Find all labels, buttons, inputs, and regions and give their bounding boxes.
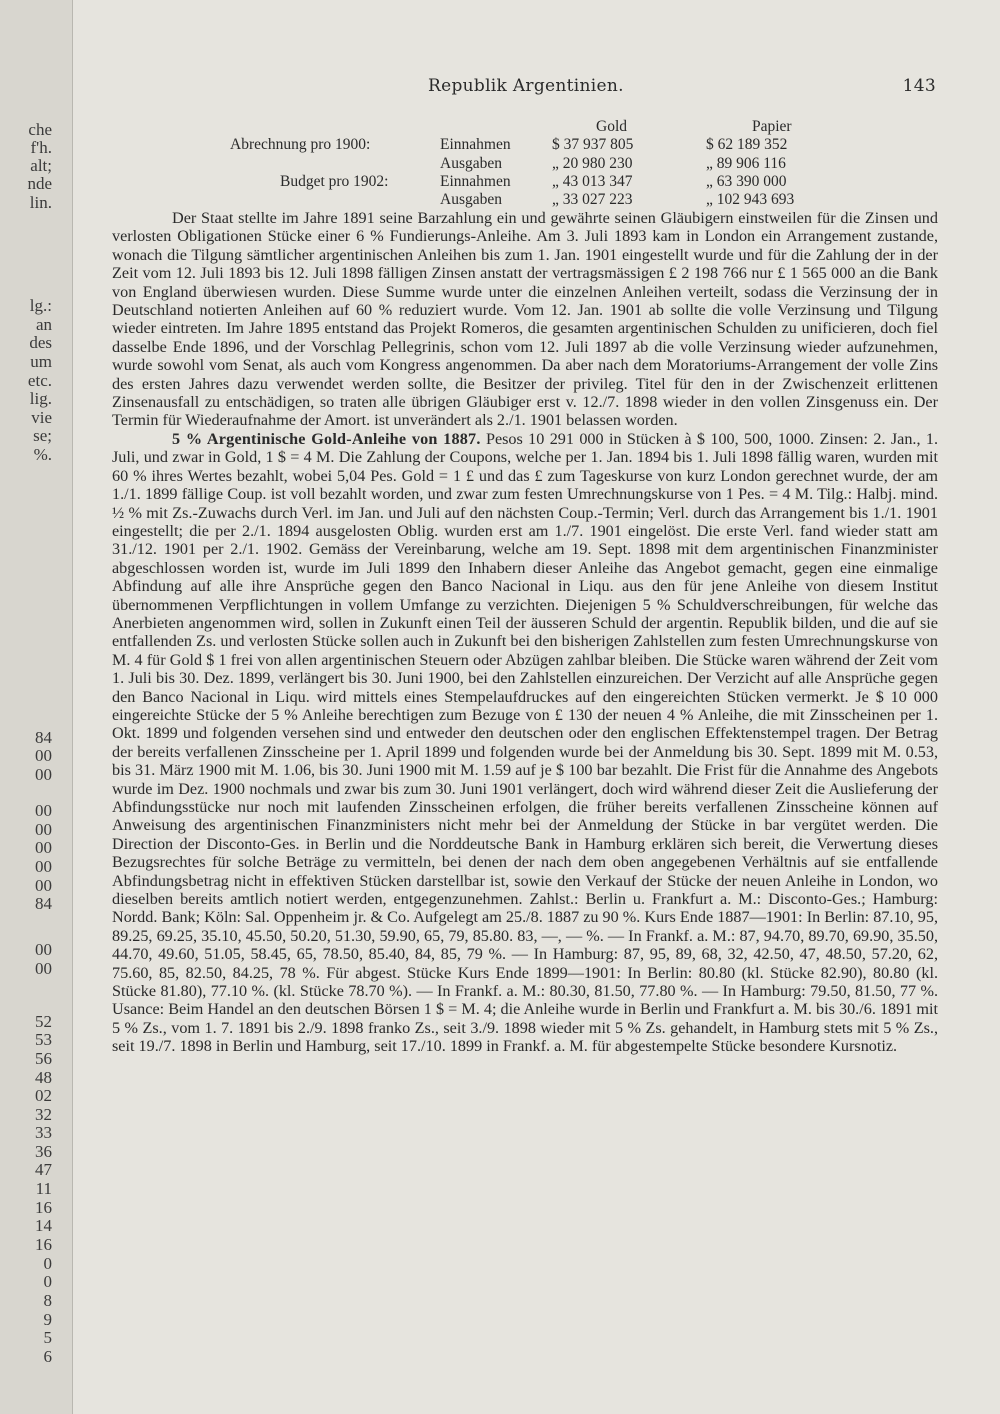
body-text: [112, 209, 938, 1056]
margin-fragment: 56: [35, 1049, 52, 1068]
margin-fragment: %.: [33, 445, 52, 464]
margin-fragment: 0: [43, 1272, 52, 1291]
margin-fragment: 00: [35, 746, 52, 765]
margin-fragment: 6: [43, 1347, 52, 1366]
margin-fragment: 00: [35, 801, 52, 820]
margin-fragment: 00: [35, 820, 52, 839]
margin-fragment: 53: [35, 1030, 52, 1049]
margin-fragment: 84: [35, 894, 52, 913]
row-gold: „ 43 013 347: [552, 173, 633, 190]
row-gold: $ 37 937 805: [552, 136, 634, 153]
row-item: Ausgaben: [440, 155, 502, 172]
margin-fragment: 00: [35, 857, 52, 876]
margin-fragment: 5: [43, 1328, 52, 1347]
margin-fragment: vie: [31, 408, 52, 427]
margin-fragment: 48: [35, 1068, 52, 1087]
row-item: Ausgaben: [440, 191, 502, 208]
paragraph-text: Pesos 10 291 000 in Stücken à $ 100, 500, 1000. Zinsen: 2. Jan., 1. Juli, und zwar in Gold, 1 $ = 4 M. Die Zahlung der Coupons, welche per 1. Jan. 1894 bis 1. Juli 1898 fällig waren, wurden mit 60 % ihres Wertes bezahlt, wobei 5,04 Pes. Gold = 1 £ und das £ zum Tageskurse von kurz London gerechnet wurde, der am 1./1. 1899 fällige Coup. ist voll bezahlt worden, und zwar zum festen Umrechnungskurse von 1 Pes. = 4 M. Tilg.: Halbj. mind. ½ % mit Zs.-Zuwachs durch Verl. im Jan. und Juli auf den nächsten Coup.-Termin; Verl. durch das Arrangement bis 1./1. 1901 eingestellt; die per 2./1. 1894 ausgelosten Oblig. wurden erst am 1./7. 1901 eingelöst. Die erste Verl. fand wieder statt am 31./12. 1901 per 2./1. 1902. Gemäss der Vereinbarung, welche am 19. Sept. 1898 mit dem argentinischen Finanzminister abgeschlossen worden ist, wurde im Juli 1899 den Inhabern dieser Anleihe das Angebot gemacht, gegen eine einmalige Abfindung auf alle ihre Ansprüche gegen den Banco Nacional in Liqu. aus den für jene Anleihe von diesem Institut übernommenen Verpflichtungen in vollem Umfange zu verzichten. Diejenigen 5 % Schuldverschreibungen, für welche das Anerbieten angenommen wird, sollen in Zukunft einen Teil der äusseren Schuld der argentin. Republik bilden, und die auf sie entfallenden Zs. und verlosten Stücke sollen auch in Zukunft bei den bisherigen Zahlstellen zum festen Umrechnungskurse von M. 4 für Gold $ 1 frei von allen argentinischen Steuern oder Abzügen zahlbar bleiben. Die Stücke waren während der Zeit vom 1. Juli bis 30. Dez. 1899, verlängert bis 30. Juni 1900, bei den Zahlstellen einzureichen. Der Verzicht auf alle Ansprüche gegen den Banco Nacional in Liqu. wird mittels eines Stempelaufdruckes auf den eingereichten Stücken vermerkt. Je $ 10 000 eingereichte Stücke der 5 % Anleihe berechtigen zum Bezuge von £ 130 der neuen 4 % Anleihe, die mit Zinsscheinen per 1. Okt. 1899 und folgenden versehen sind und entweder den deutschen oder den englischen Effektenstempel tragen. Der Betrag der bereits verfallenen Zinsscheine per 1. April 1899 und folgenden wurde bei der Anmeldung bis 30. Sept. 1899 mit M. 0.53, bis 31. März 1900 mit M. 1.06, bis 30. Juni 1900 mit M. 1.59 auf je $ 100 bar bezahlt. Die Frist für die Annahme des Angebots wurde im Dez. 1900 nochmals und zwar bis zum 30. Juni 1901 verlängert, doch wird während dieser Zeit die Auslieferung der Abfindungsstücke nur noch mit laufenden Zinsscheinen erfolgen, die früher bereits verfallenen Zinsscheine können auf Anweisung des argentinischen Finanzministers nicht mehr bei der Anmeldung der Stücke in bar vergütet werden. Die Direction der Disconto-Ges. in Berlin und die Norddeutsche Bank in Hamburg erklären sich bereit, die Verwertung dieses Bezugsrechtes für solche Beträge zu vermitteln, bei denen der nach dem oben angegebenen Verhältnis auf sie entfallende Abfindungsbetrag nicht in effektiven Stücken darstellbar ist, sowie den Verkauf der Stücke der neuen Anleihe in London, wo dieselben bereits amtlich notiert werden, entgegenzunehmen. Zahlst.: Berlin u. Frankfurt a. M.: Disconto-Ges.; Hamburg: Nordd. Bank; Köln: Sal. Oppenheim jr. & Co. Aufgelegt am 25./8. 1887 zu 90 %. Kurs Ende 1887—1901: In Berlin: 87.10, 95, 89.25, 69.25, 35.10, 45.50, 50.20, 51.30, 59.90, 65, 79, 85.80. 83, —, — %. — In Frankf. a. M.: 87, 94.70, 89.70, 69.90, 35.50, 44.70, 49.60, 51.05, 58.45, 65, 78.50, 85.40, 84, 85, 79 %. — In Hamburg: 87, 95, 89, 68, 32, 42.50, 47, 48.50, 57.20, 62, 75.60, 85, 82.50, 84.25, 78 %. Für abgest. Stücke Kurs Ende 1899—1901: In Berlin: 80.80 (kl. Stücke 82.90), 80.80 (kl. Stücke 81.80), 77.10 %. (kl. Stücke 78.70 %). — In Frankf. a. M.: 80.30, 81.50, 77.80 %. — In Hamburg: 79.50, 81.50, 77 %. Usance: Beim Handel an den deutschen Börsen 1 $ = M. 4; die Anleihe wurde in Berlin und Frankfurt a. M. bis 30./6. 1891 mit 5 % Zs., vom 1. 7. 1891 bis 2./9. 1898 franko Zs., seit 3./9. 1898 wieder mit 5 % Zs. gehandelt, in Hamburg stets mit 5 % Zs., seit 19./7. 1898 in Berlin und Hamburg, seit 17./10. 1899 in Frankf. a. M. für abgestempelte Stücke besondere Kursnotiz.: [112, 429, 938, 1056]
paragraph-gold-loan-1887: [112, 430, 938, 1056]
row-gold: „ 20 980 230: [552, 155, 633, 172]
margin-fragment: alt;: [30, 156, 52, 175]
margin-fragment: um: [30, 352, 52, 371]
row-label: Abrechnung pro 1900:: [230, 136, 371, 153]
margin-fragment: f'h.: [30, 138, 52, 157]
margin-fragment: 8: [43, 1291, 52, 1310]
margin-fragment: 00: [35, 838, 52, 857]
margin-fragment: se;: [33, 426, 52, 445]
margin-fragment: che: [28, 120, 52, 139]
page-number: 143: [902, 76, 936, 96]
header-gold: Gold: [596, 118, 627, 135]
page: [106, 60, 940, 1400]
margin-fragment: 84: [35, 728, 52, 747]
margin-fragment: 16: [35, 1235, 52, 1254]
margin-fragment: 02: [35, 1086, 52, 1105]
header-papier: Papier: [752, 118, 792, 135]
margin-fragment: 33: [35, 1123, 52, 1142]
row-gold: „ 33 027 223: [552, 191, 633, 208]
margin-fragment: 36: [35, 1142, 52, 1161]
row-label: Budget pro 1902:: [280, 173, 389, 190]
margin-fragment: etc.: [27, 371, 52, 390]
margin-fragment: 00: [35, 940, 52, 959]
margin-fragment: 32: [35, 1105, 52, 1124]
left-page-margin-fragments: [0, 0, 73, 1414]
margin-fragment: des: [29, 333, 52, 352]
margin-fragment: 00: [35, 765, 52, 784]
margin-fragment: 47: [35, 1160, 52, 1179]
margin-fragment: lin.: [29, 193, 52, 212]
section-heading: 5 % Argentinische Gold-Anleihe von 1887.: [172, 429, 481, 448]
margin-fragment: 00: [35, 959, 52, 978]
running-head: [106, 76, 940, 100]
margin-fragment: 0: [43, 1254, 52, 1273]
row-papier: „ 63 390 000: [706, 173, 787, 190]
margin-fragment: 11: [35, 1179, 52, 1198]
margin-fragment: lig.: [29, 389, 52, 408]
running-head-title: Republik Argentinien.: [428, 76, 624, 96]
margin-fragment: 52: [35, 1012, 52, 1031]
margin-fragment: lg.:: [29, 296, 52, 315]
margin-fragment: 00: [35, 876, 52, 895]
margin-fragment: 9: [43, 1310, 52, 1329]
row-item: Einnahmen: [440, 173, 511, 190]
row-item: Einnahmen: [440, 136, 511, 153]
row-papier: „ 89 906 116: [706, 155, 786, 172]
paragraph-moratorium: Der Staat stellte im Jahre 1891 seine Barzahlung ein und gewährte seinen Gläubigern einstweilen für die Zinsen und verlosten Obligationen Stücke einer 6 % Fundierungs-Anleihe. Am 3. Juli 1893 kam in London ein Arrangement zustande, wonach die Tilgung sämtlicher argentinischen Anleihen bis zum 1. Jan. 1901 eingestellt wurde und für die Zahlung der in der Zeit vom 12. Juli 1893 bis 12. Juli 1898 fälligen Zinsen anstatt der vertragsmässigen £ 2 198 766 nur £ 1 565 000 an die Bank von England überwiesen wurden. Diese Summe wurde unter die einzelnen Anleihen verteilt, sodass die Verzinsung der in Deutschland notierten Anleihen auf 60 % reduziert wurde. Vom 12. Jan. 1901 ab sollte die volle Verzinsung und Tilgung wieder eintreten. Im Jahre 1895 entstand das Projekt Romeros, die gesamten argentinischen Schulden zu unificieren, doch fiel dasselbe Ende 1896, und der Vorschlag Pellegrinis, schon vom 12. Juli 1897 ab die volle Verzinsung wieder aufzunehmen, wurde sowohl vom Senat, als auch vom Kongress angenommen. Da aber nach dem Moratoriums-Arrangement der volle Zins des ersten Jahres dazu verwendet werden sollte, die Besitzer der privileg. Titel für den in der Zwischenzeit erlittenen Zinsenausfall zu entschädigen, so traten alle übrigen Gläubiger erst v. 12./7. 1898 wieder in den vollen Zinsgenuss ein. Der Termin für Wiederaufnahme der Amort. ist unverändert als 2./1. 1901 belassen worden.: [112, 209, 938, 430]
margin-fragment: nde: [27, 174, 52, 193]
margin-fragment: 16: [35, 1198, 52, 1217]
row-papier: $ 62 189 352: [706, 136, 788, 153]
margin-fragment: 14: [35, 1216, 52, 1235]
margin-fragment: an: [35, 315, 52, 334]
row-papier: „ 102 943 693: [706, 191, 795, 208]
